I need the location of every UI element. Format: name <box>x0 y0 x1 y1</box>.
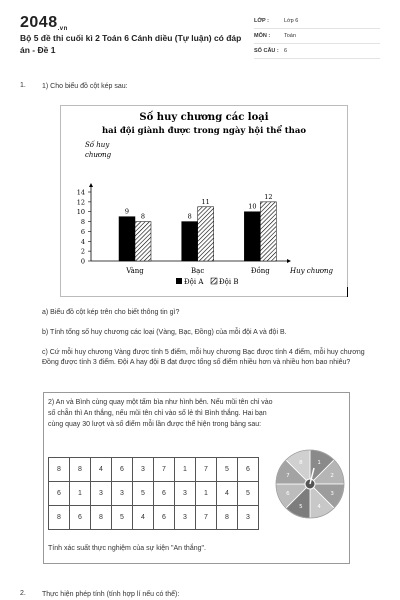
bar-team-a <box>244 212 260 261</box>
y-tick-label: 4 <box>80 237 85 246</box>
y-tick-label: 8 <box>80 218 85 227</box>
bar-team-b <box>260 202 276 261</box>
x-tick-label: Đồng <box>250 267 270 275</box>
y-tick-label: 0 <box>80 257 85 266</box>
table-cell: 3 <box>133 458 154 482</box>
question-number: 1. <box>20 82 26 89</box>
wheel-number: 8 <box>299 459 303 466</box>
bar-team-b <box>135 222 151 261</box>
legend-label-team-a: Đội A <box>184 278 204 286</box>
table-row <box>49 458 259 482</box>
table-cell: 3 <box>175 506 196 530</box>
table-cell: 8 <box>70 458 91 482</box>
site-logo[interactable]: 2048.vn <box>20 14 68 32</box>
double-bar-chart <box>60 105 348 297</box>
probability-question-box <box>43 392 350 564</box>
bar-value-label: 8 <box>187 212 192 221</box>
wheel-number: 1 <box>317 459 321 466</box>
table-cell: 4 <box>217 482 238 506</box>
table-cell: 7 <box>196 506 217 530</box>
probability-ask: Tính xác suất thực nghiệm của sự kiện "An thắng". <box>48 545 206 552</box>
table-cell: 5 <box>112 506 133 530</box>
y-axis-arrow <box>89 183 93 187</box>
meta-count-key: SỐ CÂU : <box>254 48 279 54</box>
x-axis-arrow <box>287 259 291 263</box>
y-tick-label: 14 <box>76 188 85 197</box>
table-cell: 6 <box>238 458 259 482</box>
y-tick-label: 12 <box>76 198 85 207</box>
x-tick-label: Bạc <box>191 267 205 275</box>
table-cell: 7 <box>154 458 175 482</box>
meta-class-key: LỚP : <box>254 18 269 24</box>
meta-subject <box>254 29 380 44</box>
wheel-number: 7 <box>286 472 290 479</box>
spinner-wheel <box>274 448 346 520</box>
table-cell: 3 <box>112 482 133 506</box>
table-cell: 6 <box>49 482 70 506</box>
bar-team-b <box>198 207 214 261</box>
table-cell: 8 <box>91 506 112 530</box>
chart-svg <box>61 106 347 296</box>
text-cursor <box>347 287 348 297</box>
legend-swatch-team-a <box>176 278 182 284</box>
document-title: Bộ 5 đề thi cuối kì 2 Toán 6 Cánh diều (Tự luận) có đáp án - Đề 1 <box>20 33 242 55</box>
y-axis-label-line2: chương <box>85 151 112 159</box>
table-cell: 1 <box>70 482 91 506</box>
table-cell: 8 <box>49 506 70 530</box>
wheel-number: 6 <box>286 491 290 498</box>
chart-title-line1: Số huy chương các loại <box>139 112 269 123</box>
table-cell: 3 <box>91 482 112 506</box>
table-cell: 6 <box>112 458 133 482</box>
meta-class-value: Lớp 6 <box>284 18 299 24</box>
sub-question-a: a) Biểu đồ cột kép trên cho biết thông tin gì? <box>42 309 180 316</box>
bar-team-a <box>182 222 198 261</box>
table-cell: 8 <box>49 458 70 482</box>
meta-subject-value: Toán <box>284 33 296 39</box>
bar-value-label: 8 <box>140 212 146 221</box>
table-cell: 8 <box>217 506 238 530</box>
sub-question-b: b) Tính tổng số huy chương các loại (Vàng, Bạc, Đồng) của mỗi đội A và đội B. <box>42 329 287 336</box>
results-table <box>48 457 259 530</box>
bar-value-label: 12 <box>264 192 273 201</box>
wheel-number: 4 <box>317 504 321 511</box>
legend-swatch-team-b <box>211 278 217 284</box>
question2-number: 2. <box>20 590 26 597</box>
bar-team-a <box>119 217 135 261</box>
table-cell: 6 <box>154 482 175 506</box>
table-cell: 4 <box>133 506 154 530</box>
y-axis-label-line1: Số huy <box>85 141 110 149</box>
table-row <box>49 482 259 506</box>
table-cell: 5 <box>217 458 238 482</box>
legend-label-team-b: Đội B <box>219 278 239 286</box>
question2-prompt: Thực hiện phép tính (tính hợp lí nếu có thể): <box>42 591 180 598</box>
meta-count <box>254 44 380 59</box>
table-cell: 6 <box>154 506 175 530</box>
bar-value-label: 11 <box>201 197 210 206</box>
wheel-number: 2 <box>330 472 334 479</box>
question-prompt: 1) Cho biểu đồ cột kép sau: <box>42 83 128 90</box>
wheel-number: 5 <box>299 504 303 511</box>
bar-value-label: 10 <box>248 202 257 211</box>
table-cell: 3 <box>175 482 196 506</box>
meta-count-value: 6 <box>284 48 288 54</box>
table-cell: 5 <box>238 482 259 506</box>
bar-value-label: 9 <box>124 207 130 216</box>
table-row <box>49 506 259 530</box>
y-tick-label: 6 <box>80 227 85 236</box>
table-cell: 3 <box>238 506 259 530</box>
table-cell: 4 <box>91 458 112 482</box>
wheel-number: 3 <box>330 491 334 498</box>
table-cell: 7 <box>196 458 217 482</box>
x-axis-label: Huy chương <box>290 267 333 275</box>
x-tick-label: Vàng <box>126 267 144 275</box>
table-cell: 1 <box>196 482 217 506</box>
meta-class <box>254 14 380 29</box>
table-cell: 1 <box>175 458 196 482</box>
sub-question-c: c) Cứ mỗi huy chương Vàng được tính 5 điểm, mỗi huy chương Bạc được tính 4 điểm, mỗi huy chương Đồng được tính 3 điểm. Đội A hay đội B đạt được tổng số điểm nhiều hơn và nhiều hơn bao nhiêu? <box>42 349 365 366</box>
table-cell: 5 <box>133 482 154 506</box>
meta-subject-key: MÔN : <box>254 33 271 39</box>
y-tick-label: 2 <box>80 247 85 256</box>
chart-title-line2: hai đội giành được trong ngày hội thể thao <box>101 126 307 136</box>
y-tick-label: 10 <box>76 208 85 217</box>
table-cell: 6 <box>70 506 91 530</box>
probability-prompt: 2) An và Bình cùng quay một tấm bìa như hình bên. Nếu mũi tên chỉ vào số chẵn thì An thắng, nếu mũi tên chỉ vào số lẻ thì Bình thắng. Hai bạn cùng quay 30 lượt và số điểm mỗi lần được thể hiện trong bảng sau: <box>48 399 273 428</box>
